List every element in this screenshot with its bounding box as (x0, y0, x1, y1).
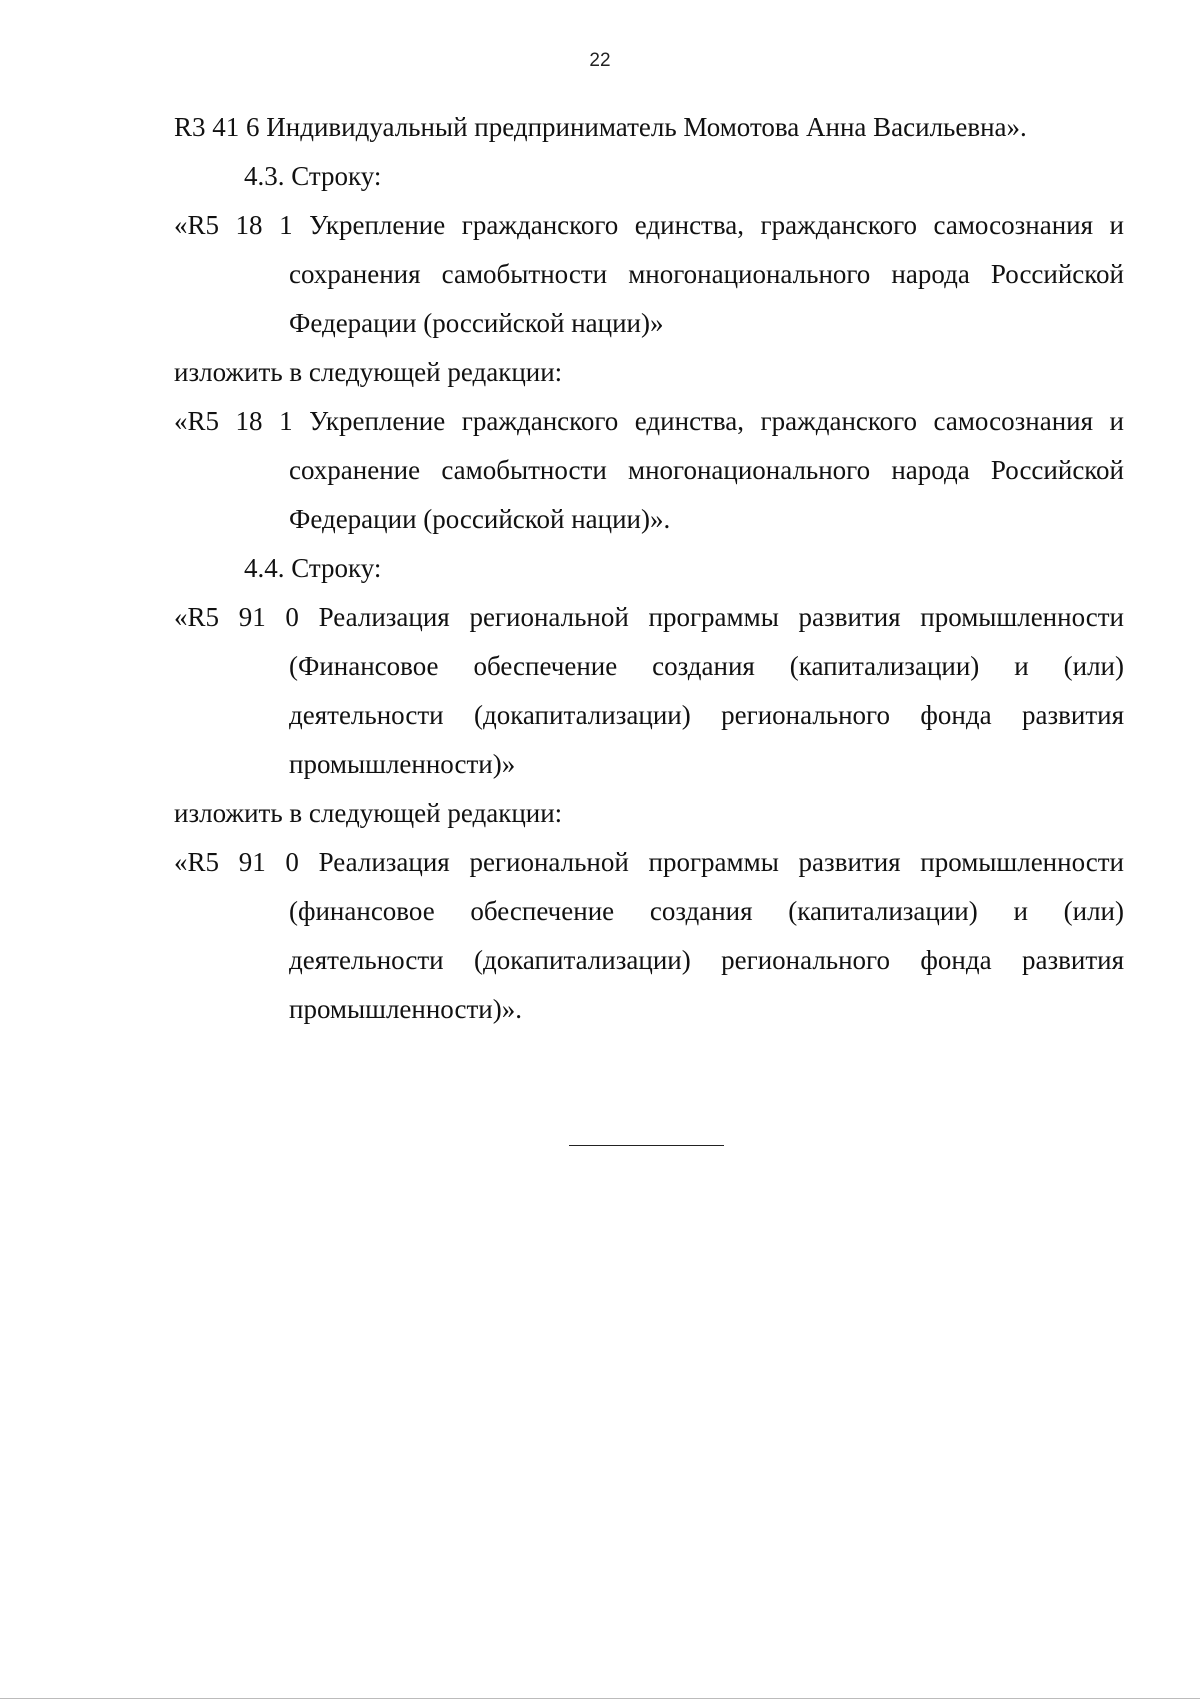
document-body (174, 103, 1124, 1034)
scan-edge-line (0, 1698, 1200, 1699)
section-heading-4-3: 4.3. Строку: (244, 161, 382, 191)
section-heading-4-4: 4.4. Строку: (244, 553, 382, 583)
entry-continuation-line: промышленности)». (289, 994, 522, 1024)
entry-continuation-line: Федерации (российской нации)» (289, 308, 664, 338)
page-number: 22 (589, 50, 611, 71)
entry-continuation-line: деятельности (докапитализации) регионального фонда развития (289, 945, 1124, 975)
entry-revised-r5-18-1 (174, 397, 1124, 544)
entry-first-line: «R5 18 1 Укрепление гражданского единства, гражданского самосознания и (174, 210, 1124, 240)
entry-original-r5-18-1 (174, 201, 1124, 348)
entry-continuation-line: промышленности)» (289, 749, 516, 779)
entry-continuation-line: (Финансовое обеспечение создания (капитализации) и (или) (289, 651, 1124, 681)
entry-revised-r5-91-0 (174, 838, 1124, 1034)
entry-continuation-line: Федерации (российской нации)». (289, 504, 671, 534)
entry-continuation-line: сохранения самобытности многонационального народа Российской (289, 259, 1124, 289)
entry-continuation-line: (финансовое обеспечение создания (капитализации) и (или) (289, 896, 1124, 926)
instruction-line: изложить в следующей редакции: (174, 357, 563, 387)
text-line: R3 41 6 Индивидуальный предприниматель Момотова Анна Васильевна». (174, 112, 1027, 142)
entry-first-line: «R5 91 0 Реализация региональной программы развития промышленности (174, 602, 1124, 632)
entry-original-r5-91-0 (174, 593, 1124, 789)
entry-first-line: «R5 91 0 Реализация региональной программы развития промышленности (174, 847, 1124, 877)
entry-continuation-line: сохранение самобытности многонационального народа Российской (289, 455, 1124, 485)
entry-continuation-line: деятельности (докапитализации) регионального фонда развития (289, 700, 1124, 730)
instruction-line: изложить в следующей редакции: (174, 798, 563, 828)
end-divider-line (569, 1145, 724, 1146)
entry-first-line: «R5 18 1 Укрепление гражданского единства, гражданского самосознания и (174, 406, 1124, 436)
